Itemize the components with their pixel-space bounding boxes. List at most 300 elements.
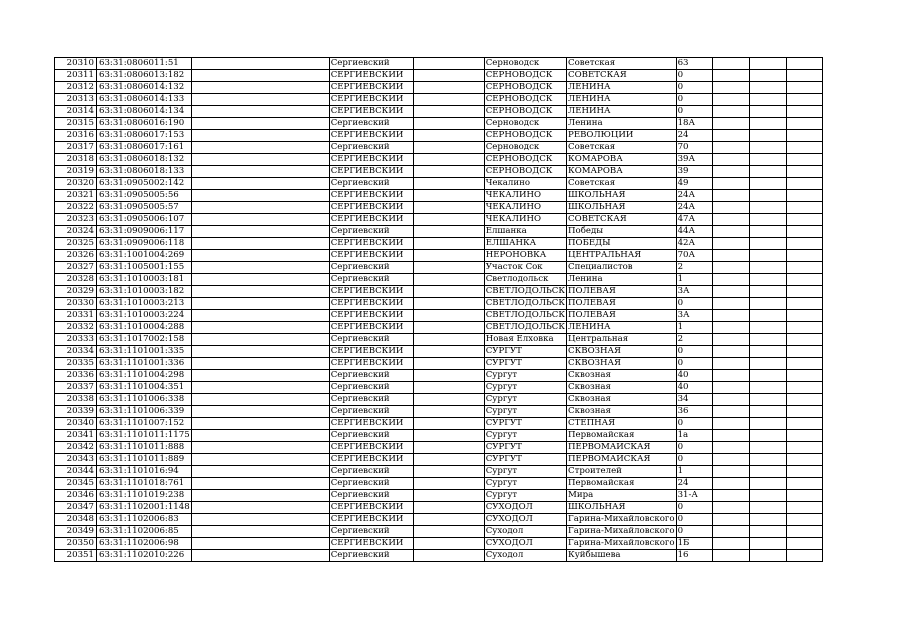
table-row (55, 262, 823, 274)
empty-cell (786, 550, 822, 562)
empty-cell (749, 250, 786, 262)
house-number-cell: 49 (676, 178, 712, 190)
empty-cell (712, 334, 749, 346)
settlement-cell: ЧЕКАЛИНО (484, 190, 566, 202)
empty-cell (413, 430, 484, 442)
empty-cell (191, 154, 329, 166)
empty-cell (786, 334, 822, 346)
empty-cell (786, 58, 822, 70)
house-number-cell: 1 (676, 466, 712, 478)
cadastral-number-cell: 63:31:0905005:57 (97, 202, 192, 214)
table-row (55, 334, 823, 346)
cadastral-number-cell: 63:31:1101007:152 (97, 418, 192, 430)
empty-cell (712, 466, 749, 478)
empty-cell (712, 274, 749, 286)
cadastral-number-cell: 63:31:0905006:107 (97, 214, 192, 226)
empty-cell (413, 418, 484, 430)
cadastral-number-cell: 63:31:1005001:155 (97, 262, 192, 274)
row-number-cell: 20344 (55, 466, 97, 478)
empty-cell (786, 142, 822, 154)
empty-cell (749, 454, 786, 466)
empty-cell (786, 274, 822, 286)
street-cell: Гарина-Михайловского (568, 514, 675, 524)
table-row (55, 226, 823, 238)
register-table (54, 57, 823, 562)
table-row (55, 370, 823, 382)
empty-cell (712, 178, 749, 190)
street-cell: ЛЕНИНА (567, 94, 677, 106)
empty-cell (413, 154, 484, 166)
empty-cell (749, 406, 786, 418)
empty-cell (191, 370, 329, 382)
empty-cell (712, 526, 749, 538)
cadastral-number-cell: 63:31:1101011:1175 (97, 430, 192, 442)
empty-cell (712, 286, 749, 298)
empty-cell (191, 322, 329, 334)
street-cell: Строителей (567, 466, 677, 478)
empty-cell (413, 370, 484, 382)
cadastral-number-cell: 63:31:1001004:269 (97, 250, 192, 262)
street-cell: ЛЕНИНА (567, 322, 677, 334)
empty-cell (749, 130, 786, 142)
settlement-cell: СЕРНОВОДСК (484, 166, 566, 178)
empty-cell (786, 202, 822, 214)
street-cell: СТЕПНАЯ (567, 418, 677, 430)
empty-cell (413, 490, 484, 502)
empty-cell (786, 430, 822, 442)
settlement-cell: Елшанка (484, 226, 566, 238)
empty-cell (413, 526, 484, 538)
table-row (55, 382, 823, 394)
row-number-cell: 20340 (55, 418, 97, 430)
empty-cell (191, 82, 329, 94)
cadastral-number-cell: 63:31:0905002:142 (97, 178, 192, 190)
row-number-cell: 20315 (55, 118, 97, 130)
row-number-cell: 20312 (55, 82, 97, 94)
settlement-cell: СЕРНОВОДСК (484, 106, 566, 118)
empty-cell (786, 514, 822, 526)
district-cell: СЕРГИЕВСКИЙ (329, 154, 413, 166)
house-number-cell: 0 (676, 442, 712, 454)
cadastral-number-cell: 63:31:0909006:117 (97, 226, 192, 238)
settlement-cell: СУХОДОЛ (484, 502, 566, 514)
empty-cell (413, 334, 484, 346)
empty-cell (413, 454, 484, 466)
house-number-cell: 24 (676, 478, 712, 490)
empty-cell (749, 394, 786, 406)
empty-cell (413, 382, 484, 394)
empty-cell (712, 550, 749, 562)
cadastral-number-cell: 63:31:1101019:238 (97, 490, 192, 502)
row-number-cell: 20321 (55, 190, 97, 202)
empty-cell (191, 406, 329, 418)
empty-cell (786, 82, 822, 94)
table-row (55, 286, 823, 298)
row-number-cell: 20325 (55, 238, 97, 250)
house-number-cell: 0 (676, 298, 712, 310)
table-row (55, 94, 823, 106)
table-row (55, 142, 823, 154)
settlement-cell: Сургут (484, 466, 566, 478)
empty-cell (413, 286, 484, 298)
empty-cell (786, 490, 822, 502)
register-table-body (55, 58, 823, 562)
empty-cell (413, 466, 484, 478)
house-number-cell: 0 (676, 346, 712, 358)
house-number-cell: 40 (676, 370, 712, 382)
settlement-cell: Сургут (484, 430, 566, 442)
district-cell: Сергиевский (329, 262, 413, 274)
empty-cell (749, 298, 786, 310)
cadastral-number-cell: 63:31:0806018:133 (97, 166, 192, 178)
street-cell: Ленина (567, 274, 677, 286)
district-cell: СЕРГИЕВСКИЙ (329, 358, 413, 370)
empty-cell (749, 58, 786, 70)
cadastral-number-cell: 63:31:1101018:761 (97, 478, 192, 490)
cadastral-number-cell: 63:31:0806014:132 (97, 82, 192, 94)
empty-cell (712, 358, 749, 370)
house-number-cell: 70 (676, 142, 712, 154)
empty-cell (786, 286, 822, 298)
street-cell: Первомайская (567, 430, 677, 442)
table-row (55, 214, 823, 226)
district-cell: СЕРГИЕВСКИЙ (329, 70, 413, 82)
empty-cell (413, 202, 484, 214)
empty-cell (413, 478, 484, 490)
row-number-cell: 20316 (55, 130, 97, 142)
empty-cell (191, 238, 329, 250)
settlement-cell: СЕРНОВОДСК (484, 70, 566, 82)
empty-cell (191, 274, 329, 286)
row-number-cell: 20314 (55, 106, 97, 118)
district-cell: СЕРГИЕВСКИЙ (329, 310, 413, 322)
district-cell: Сергиевский (329, 466, 413, 478)
district-cell: Сергиевский (329, 550, 413, 562)
empty-cell (413, 298, 484, 310)
table-row (55, 406, 823, 418)
district-cell: Сергиевский (329, 394, 413, 406)
empty-cell (413, 178, 484, 190)
district-cell: СЕРГИЕВСКИЙ (329, 214, 413, 226)
empty-cell (749, 334, 786, 346)
empty-cell (749, 550, 786, 562)
house-number-cell: 40 (676, 382, 712, 394)
empty-cell (191, 502, 329, 514)
empty-cell (191, 214, 329, 226)
cadastral-number-cell: 63:31:0806017:153 (97, 130, 192, 142)
empty-cell (749, 274, 786, 286)
street-cell: ШКОЛЬНАЯ (567, 190, 677, 202)
empty-cell (191, 70, 329, 82)
empty-cell (191, 226, 329, 238)
table-row (55, 310, 823, 322)
row-number-cell: 20327 (55, 262, 97, 274)
empty-cell (191, 250, 329, 262)
settlement-cell: СЕРНОВОДСК (484, 94, 566, 106)
house-number-cell: 3А (676, 310, 712, 322)
street-cell: Советская (567, 58, 677, 70)
district-cell: Сергиевский (329, 274, 413, 286)
district-cell: СЕРГИЕВСКИЙ (329, 82, 413, 94)
empty-cell (413, 214, 484, 226)
empty-cell (413, 250, 484, 262)
street-cell: СКВОЗНАЯ (567, 358, 677, 370)
empty-cell (712, 418, 749, 430)
empty-cell (786, 538, 822, 550)
empty-cell (749, 154, 786, 166)
empty-cell (413, 538, 484, 550)
empty-cell (413, 322, 484, 334)
street-cell: Сквозная (567, 406, 677, 418)
empty-cell (749, 358, 786, 370)
empty-cell (413, 70, 484, 82)
empty-cell (786, 154, 822, 166)
cadastral-number-cell: 63:31:1010003:213 (97, 298, 192, 310)
settlement-cell: Сургут (484, 382, 566, 394)
house-number-cell: 0 (676, 70, 712, 82)
empty-cell (749, 370, 786, 382)
empty-cell (191, 178, 329, 190)
empty-cell (786, 322, 822, 334)
table-row (55, 238, 823, 250)
empty-cell (786, 70, 822, 82)
house-number-cell: 42А (676, 238, 712, 250)
empty-cell (749, 106, 786, 118)
empty-cell (712, 58, 749, 70)
settlement-cell: СУРГУТ (484, 454, 566, 466)
empty-cell (749, 214, 786, 226)
empty-cell (786, 442, 822, 454)
empty-cell (191, 166, 329, 178)
empty-cell (712, 82, 749, 94)
empty-cell (191, 490, 329, 502)
empty-cell (413, 550, 484, 562)
empty-cell (749, 490, 786, 502)
district-cell: СЕРГИЕВСКИЙ (329, 454, 413, 466)
house-number-cell: 24 (676, 130, 712, 142)
empty-cell (786, 466, 822, 478)
row-number-cell: 20348 (55, 514, 97, 526)
district-cell: Сергиевский (329, 406, 413, 418)
street-cell: СОВЕТСКАЯ (567, 70, 677, 82)
table-row (55, 394, 823, 406)
empty-cell (786, 94, 822, 106)
table-row (55, 190, 823, 202)
table-row (55, 82, 823, 94)
row-number-cell: 20334 (55, 346, 97, 358)
empty-cell (786, 526, 822, 538)
table-row (55, 250, 823, 262)
cadastral-number-cell: 63:31:1102006:83 (97, 514, 192, 526)
empty-cell (749, 118, 786, 130)
house-number-cell: 3А (676, 286, 712, 298)
empty-cell (786, 130, 822, 142)
cadastral-number-cell: 63:31:0806014:133 (97, 94, 192, 106)
street-cell: ПОБЕДЫ (567, 238, 677, 250)
row-number-cell: 20318 (55, 154, 97, 166)
empty-cell (712, 94, 749, 106)
cadastral-number-cell: 63:31:1101004:351 (97, 382, 192, 394)
empty-cell (191, 466, 329, 478)
table-row (55, 178, 823, 190)
house-number-cell: 47А (676, 214, 712, 226)
settlement-cell: СЕРНОВОДСК (484, 130, 566, 142)
district-cell: СЕРГИЕВСКИЙ (329, 286, 413, 298)
table-row (55, 58, 823, 70)
empty-cell (712, 202, 749, 214)
table-row (55, 538, 823, 550)
row-number-cell: 20335 (55, 358, 97, 370)
district-cell: СЕРГИЕВСКИЙ (329, 202, 413, 214)
empty-cell (413, 262, 484, 274)
empty-cell (786, 394, 822, 406)
empty-cell (712, 382, 749, 394)
empty-cell (712, 262, 749, 274)
settlement-cell: ЧЕКАЛИНО (484, 214, 566, 226)
district-cell: Сергиевский (329, 58, 413, 70)
cadastral-number-cell: 63:31:1101004:298 (97, 370, 192, 382)
empty-cell (712, 70, 749, 82)
empty-cell (413, 94, 484, 106)
empty-cell (749, 166, 786, 178)
cadastral-number-cell: 63:31:1101006:338 (97, 394, 192, 406)
table-row (55, 202, 823, 214)
district-cell: СЕРГИЕВСКИЙ (329, 190, 413, 202)
empty-cell (191, 442, 329, 454)
house-number-cell: 2 (676, 334, 712, 346)
row-number-cell: 20326 (55, 250, 97, 262)
settlement-cell: СВЕТЛОДОЛЬСК (485, 298, 566, 308)
table-row (55, 442, 823, 454)
row-number-cell: 20336 (55, 370, 97, 382)
cadastral-number-cell: 63:31:1010003:182 (97, 286, 192, 298)
settlement-cell: СВЕТЛОДОЛЬСК (485, 286, 566, 296)
empty-cell (191, 190, 329, 202)
settlement-cell: Сургут (484, 370, 566, 382)
empty-cell (786, 178, 822, 190)
street-cell: ПОЛЕВАЯ (567, 310, 677, 322)
empty-cell (749, 538, 786, 550)
empty-cell (712, 238, 749, 250)
street-cell: Советская (567, 142, 677, 154)
cadastral-number-cell: 63:31:1010004:288 (97, 322, 192, 334)
row-number-cell: 20329 (55, 286, 97, 298)
empty-cell (413, 394, 484, 406)
district-cell: СЕРГИЕВСКИЙ (329, 238, 413, 250)
district-cell: Сергиевский (329, 178, 413, 190)
table-row (55, 466, 823, 478)
row-number-cell: 20310 (55, 58, 97, 70)
settlement-cell: НЕРОНОВКА (484, 250, 566, 262)
empty-cell (712, 370, 749, 382)
row-number-cell: 20328 (55, 274, 97, 286)
cadastral-number-cell: 63:31:1101001:336 (97, 358, 192, 370)
empty-cell (191, 286, 329, 298)
house-number-cell: 44А (676, 226, 712, 238)
street-cell: Первомайская (567, 478, 677, 490)
settlement-cell: СУРГУТ (484, 358, 566, 370)
settlement-cell: Чекалино (484, 178, 566, 190)
empty-cell (786, 478, 822, 490)
empty-cell (786, 358, 822, 370)
empty-cell (413, 346, 484, 358)
empty-cell (712, 394, 749, 406)
empty-cell (712, 310, 749, 322)
empty-cell (191, 142, 329, 154)
empty-cell (749, 262, 786, 274)
table-row (55, 298, 823, 310)
empty-cell (413, 166, 484, 178)
house-number-cell: 24А (676, 202, 712, 214)
cadastral-number-cell: 63:31:1102001:1148 (97, 502, 192, 514)
house-number-cell: 0 (676, 358, 712, 370)
empty-cell (749, 226, 786, 238)
table-row (55, 358, 823, 370)
cadastral-number-cell: 63:31:0806014:134 (97, 106, 192, 118)
house-number-cell: 0 (676, 502, 712, 514)
empty-cell (749, 430, 786, 442)
empty-cell (413, 358, 484, 370)
empty-cell (786, 346, 822, 358)
empty-cell (749, 70, 786, 82)
empty-cell (712, 538, 749, 550)
empty-cell (786, 250, 822, 262)
empty-cell (786, 106, 822, 118)
street-cell: КОМАРОВА (567, 166, 677, 178)
empty-cell (413, 106, 484, 118)
cadastral-number-cell: 63:31:1101016:94 (97, 466, 192, 478)
empty-cell (413, 226, 484, 238)
table-row (55, 106, 823, 118)
settlement-cell: Серноводск (484, 142, 566, 154)
empty-cell (191, 94, 329, 106)
table-row (55, 346, 823, 358)
district-cell: СЕРГИЕВСКИЙ (329, 322, 413, 334)
street-cell: ЦЕНТРАЛЬНАЯ (567, 250, 677, 262)
settlement-cell: Суходол (484, 526, 566, 538)
table-row (55, 274, 823, 286)
cadastral-number-cell: 63:31:1102006:98 (97, 538, 192, 550)
empty-cell (712, 166, 749, 178)
empty-cell (749, 94, 786, 106)
empty-cell (413, 118, 484, 130)
empty-cell (191, 310, 329, 322)
house-number-cell: 63 (676, 58, 712, 70)
house-number-cell: 70А (676, 250, 712, 262)
empty-cell (749, 346, 786, 358)
empty-cell (712, 226, 749, 238)
empty-cell (413, 442, 484, 454)
house-number-cell: 1Б (676, 538, 712, 550)
empty-cell (712, 430, 749, 442)
cadastral-number-cell: 63:31:0909006:118 (97, 238, 192, 250)
empty-cell (712, 118, 749, 130)
settlement-cell: Сургут (484, 394, 566, 406)
house-number-cell: 39 (676, 166, 712, 178)
row-number-cell: 20323 (55, 214, 97, 226)
empty-cell (786, 262, 822, 274)
street-cell: РЕВОЛЮЦИИ (567, 130, 677, 142)
empty-cell (191, 202, 329, 214)
empty-cell (413, 238, 484, 250)
empty-cell (191, 130, 329, 142)
empty-cell (786, 298, 822, 310)
empty-cell (749, 382, 786, 394)
house-number-cell: 18А (676, 118, 712, 130)
empty-cell (191, 298, 329, 310)
empty-cell (786, 502, 822, 514)
cadastral-number-cell: 63:31:1101011:889 (97, 454, 192, 466)
